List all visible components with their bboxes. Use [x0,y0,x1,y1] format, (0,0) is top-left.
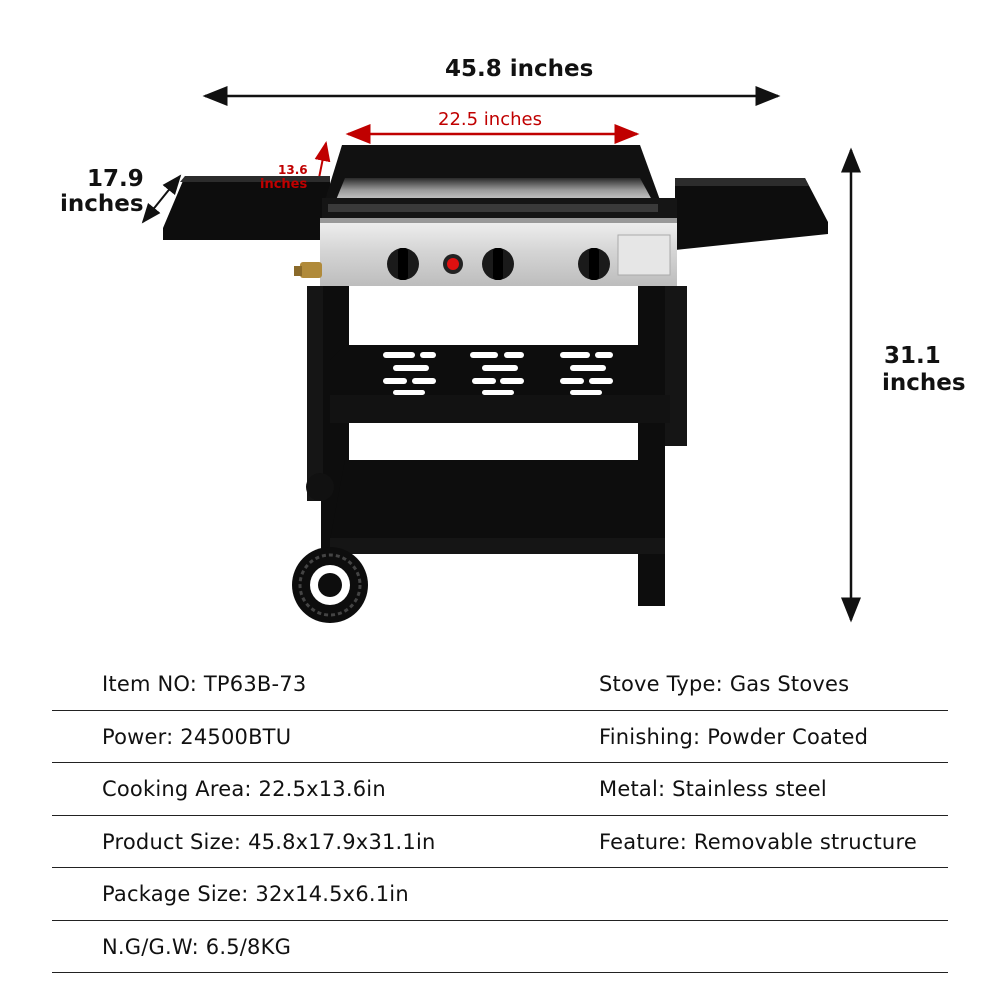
width-label: 45.8 inches [445,56,594,82]
spec-table [52,658,948,973]
cooking-depth-value-label: 13.6 [278,163,308,177]
spec-metal: Metal: Stainless steel [599,777,827,801]
spec-row [52,711,948,764]
wheel [292,547,368,623]
spec-cooking-area: Cooking Area: 22.5x13.6in [102,777,386,801]
bottom-shelf [330,460,665,540]
igniter-button [443,254,463,274]
spec-package-size: Package Size: 32x14.5x6.1in [102,882,409,906]
knob-2 [482,248,514,280]
spec-weight: N.G/G.W: 6.5/8KG [102,934,292,959]
spec-row [52,658,948,711]
spec-row [52,763,948,816]
spec-finishing: Finishing: Powder Coated [599,724,869,749]
spec-stove-type: Stove Type: Gas Stoves [599,672,850,696]
cooking-depth-unit-label: inches [260,177,308,192]
right-front-leg [638,286,665,606]
spec-row [52,921,948,974]
height-unit-label: inches [882,370,966,396]
spec-feature: Feature: Removable structure [599,829,917,854]
spec-item-no: Item NO: TP63B-73 [102,672,307,696]
cooking-width-label: 22.5 inches [438,109,542,130]
depth-unit-label: inches [60,191,144,217]
knob-1 [387,248,419,280]
spec-power: Power: 24500BTU [102,724,292,749]
right-side-shelf [675,178,828,250]
spec-row [52,868,948,921]
spec-product-size: Product Size: 45.8x17.9x31.1in [102,829,436,854]
knob-3 [578,248,610,280]
height-value-label: 31.1 [884,343,941,369]
depth-value-label: 17.9 [87,166,144,192]
spec-row [52,816,948,869]
griddle-plate [336,178,652,200]
